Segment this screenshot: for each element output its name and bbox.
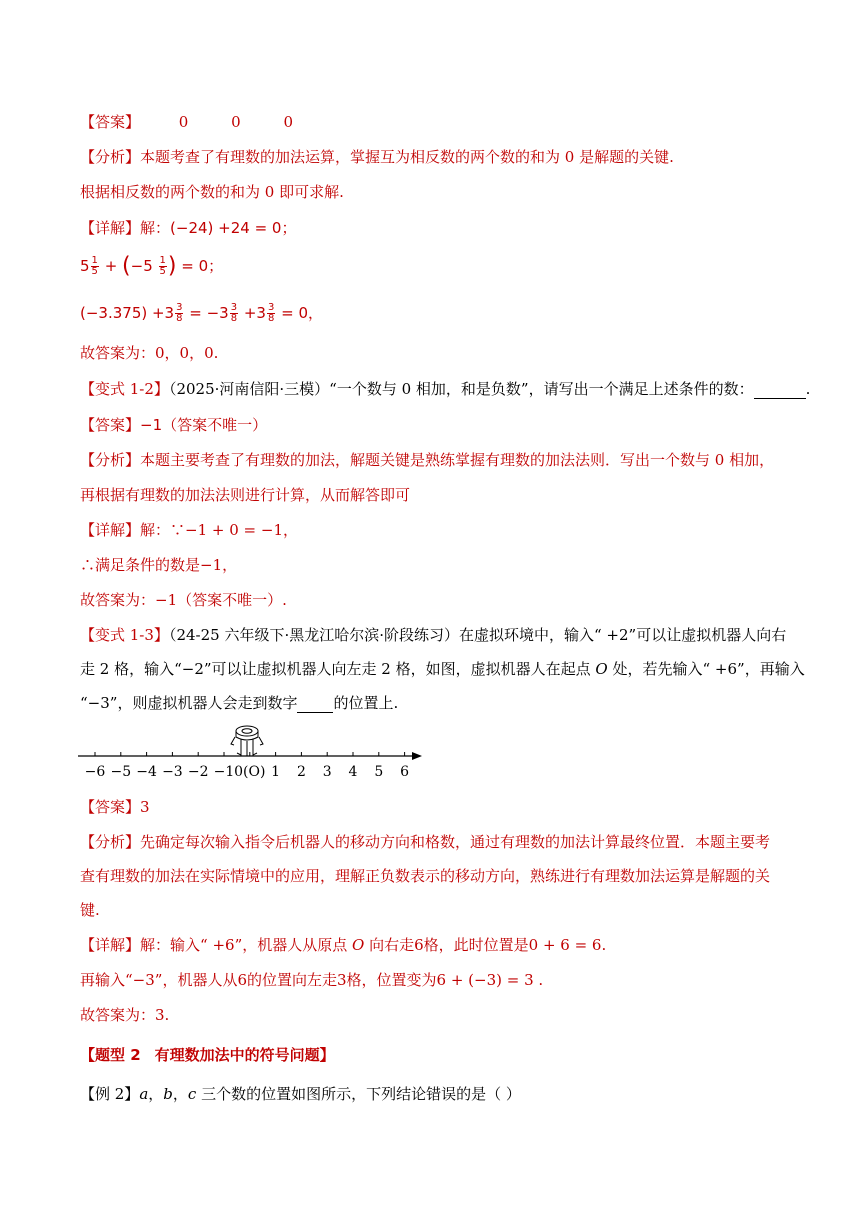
- answer-text: 3: [140, 798, 150, 816]
- variant-1-3: 【变式 1-3】（24-25 六年级下·黑龙江哈尔滨·阶段练习）在虚拟环境中，输入“ +2”可以让虚拟机器人向右: [80, 626, 787, 644]
- tick-label: 1: [271, 764, 281, 780]
- detail-text: 解：∵−1 + 0 = −1，: [140, 521, 298, 539]
- answer-line-1-3: 【答案】3: [80, 798, 150, 816]
- detail-text-2: ∴满足条件的数是−1，: [80, 556, 238, 574]
- analysis-text-2: 再根据有理数的加法法则进行计算，从而解答即可: [80, 486, 411, 504]
- detail-text-2: 再输入“−3”，机器人从6的位置向左走3格，位置变为6 + (−3) = 3 .: [80, 971, 544, 989]
- detail-line: [80, 218, 296, 238]
- variant-label: 【变式 1-2】: [80, 380, 169, 398]
- analysis-text: 本题考查了有理数的加法运算，掌握互为相反数的两个数的和为 0 是解题的关键.: [140, 148, 674, 166]
- analysis-text-2: 查有理数的加法在实际情境中的应用，理解正负数表示的移动方向，熟练进行有理数加法运算是解题的关: [80, 867, 771, 885]
- variant-text-2: 走 2 格，输入“−2”可以让虚拟机器人向左走 2 格，如图，虚拟机器人在起点 O 处，若先输入“ +6”，再输入: [80, 660, 805, 678]
- answer-blank[interactable]: [754, 382, 806, 399]
- answer-line: [80, 112, 293, 132]
- answer-text: −1（答案不唯一）: [140, 416, 268, 434]
- answer-value-3: 0: [283, 113, 293, 131]
- analysis-label: 【分析】: [80, 148, 141, 166]
- answer-label: 【答案】: [80, 113, 141, 131]
- analysis-text-3: 键.: [80, 901, 100, 919]
- tick-label: 0(O): [234, 764, 266, 780]
- number-line-figure: [78, 722, 428, 784]
- analysis-line: [80, 147, 674, 167]
- variant-text-3: “−3”，则虚拟机器人会走到数字 的位置上.: [80, 694, 399, 712]
- detail-line-1-2: 【详解】解：∵−1 + 0 = −1，: [80, 521, 298, 539]
- tick-label: 3: [322, 764, 332, 780]
- axis-arrow: [412, 752, 422, 760]
- detail-text-3: 故答案为：−1（答案不唯一）.: [80, 591, 287, 609]
- equation-3: (−3.375) +3 $\frac{3}{8}$ = −3 $\frac{3}{8}$ +3 $\frac{3}{8}$ = 0，: [80, 302, 323, 324]
- robot-icon: [231, 726, 263, 756]
- tick-labels: [85, 764, 409, 780]
- answer-value-2: 0: [231, 113, 241, 131]
- analysis-text: 本题主要考查了有理数的加法，解题关键是熟练掌握有理数的加法法则．写出一个数与 0 相加，: [140, 451, 775, 469]
- conclusion-1: 故答案为：0，0，0.: [80, 344, 219, 362]
- analysis-line-1-2: 【分析】本题主要考查了有理数的加法，解题关键是熟练掌握有理数的加法法则．写出一个数与 0 相加，: [80, 451, 775, 469]
- detail-text-3: 故答案为：3.: [80, 1006, 170, 1024]
- analysis-text: 先确定每次输入指令后机器人的移动方向和格数，通过有理数的加法计算最终位置．本题主要考: [140, 833, 771, 851]
- analysis-line-1-3: 【分析】先确定每次输入指令后机器人的移动方向和格数，通过有理数的加法计算最终位置．本题主要考: [80, 833, 771, 851]
- fraction: $\frac{1}{5}$: [91, 255, 98, 277]
- section-title: 【题型 2 有理数加法中的符号问题】: [80, 1046, 335, 1064]
- tick-label: 2: [296, 764, 306, 780]
- equation-1: (−24) +24 = 0；: [170, 219, 297, 237]
- tick-label: −4: [136, 764, 157, 780]
- tick-label: 6: [400, 764, 410, 780]
- tick-label: −1: [213, 764, 235, 780]
- answer-value-1: 0: [178, 113, 189, 131]
- tick-label: −5: [110, 764, 132, 780]
- detail-line-1-3: 【详解】解：输入“ +6”，机器人从原点 O 向右走6格，此时位置是0 + 6 = 6.: [80, 936, 607, 954]
- tick-label: 4: [348, 764, 358, 780]
- tick-label: 5: [374, 764, 384, 780]
- tick-label: −2: [187, 764, 209, 780]
- equation-2: 5 $\frac{1}{5}$ + (−5 $\frac{1}{5}$ ) = 0；: [80, 253, 224, 279]
- variant-text: （2025·河南信阳·三模）“一个数与 0 相加，和是负数”，请写出一个满足上述条件的数：: [168, 380, 754, 398]
- variant-text: （24-25 六年级下·黑龙江哈尔滨·阶段练习）在虚拟环境中，输入“ +2”可以让虚拟机器人向右: [168, 626, 787, 644]
- tick-label: −3: [162, 764, 183, 780]
- example-label: 【例 2】: [80, 1085, 140, 1103]
- detail-intro: 解：: [140, 219, 171, 237]
- analysis-text-2: 根据相反数的两个数的和为 0 即可求解.: [80, 183, 344, 201]
- answer-line-1-2: 【答案】−1（答案不唯一）: [80, 416, 268, 434]
- variant-1-2: 【变式 1-2】（2025·河南信阳·三模）“一个数与 0 相加，和是负数”，请写出一个满足上述条件的数： .: [80, 380, 811, 398]
- tick-label: −6: [84, 764, 106, 780]
- answer-blank[interactable]: [297, 696, 333, 713]
- detail-label: 【详解】: [80, 219, 141, 237]
- example-2: 【例 2】a，b，c 三个数的位置如图所示，下列结论错误的是（ ）: [80, 1085, 521, 1103]
